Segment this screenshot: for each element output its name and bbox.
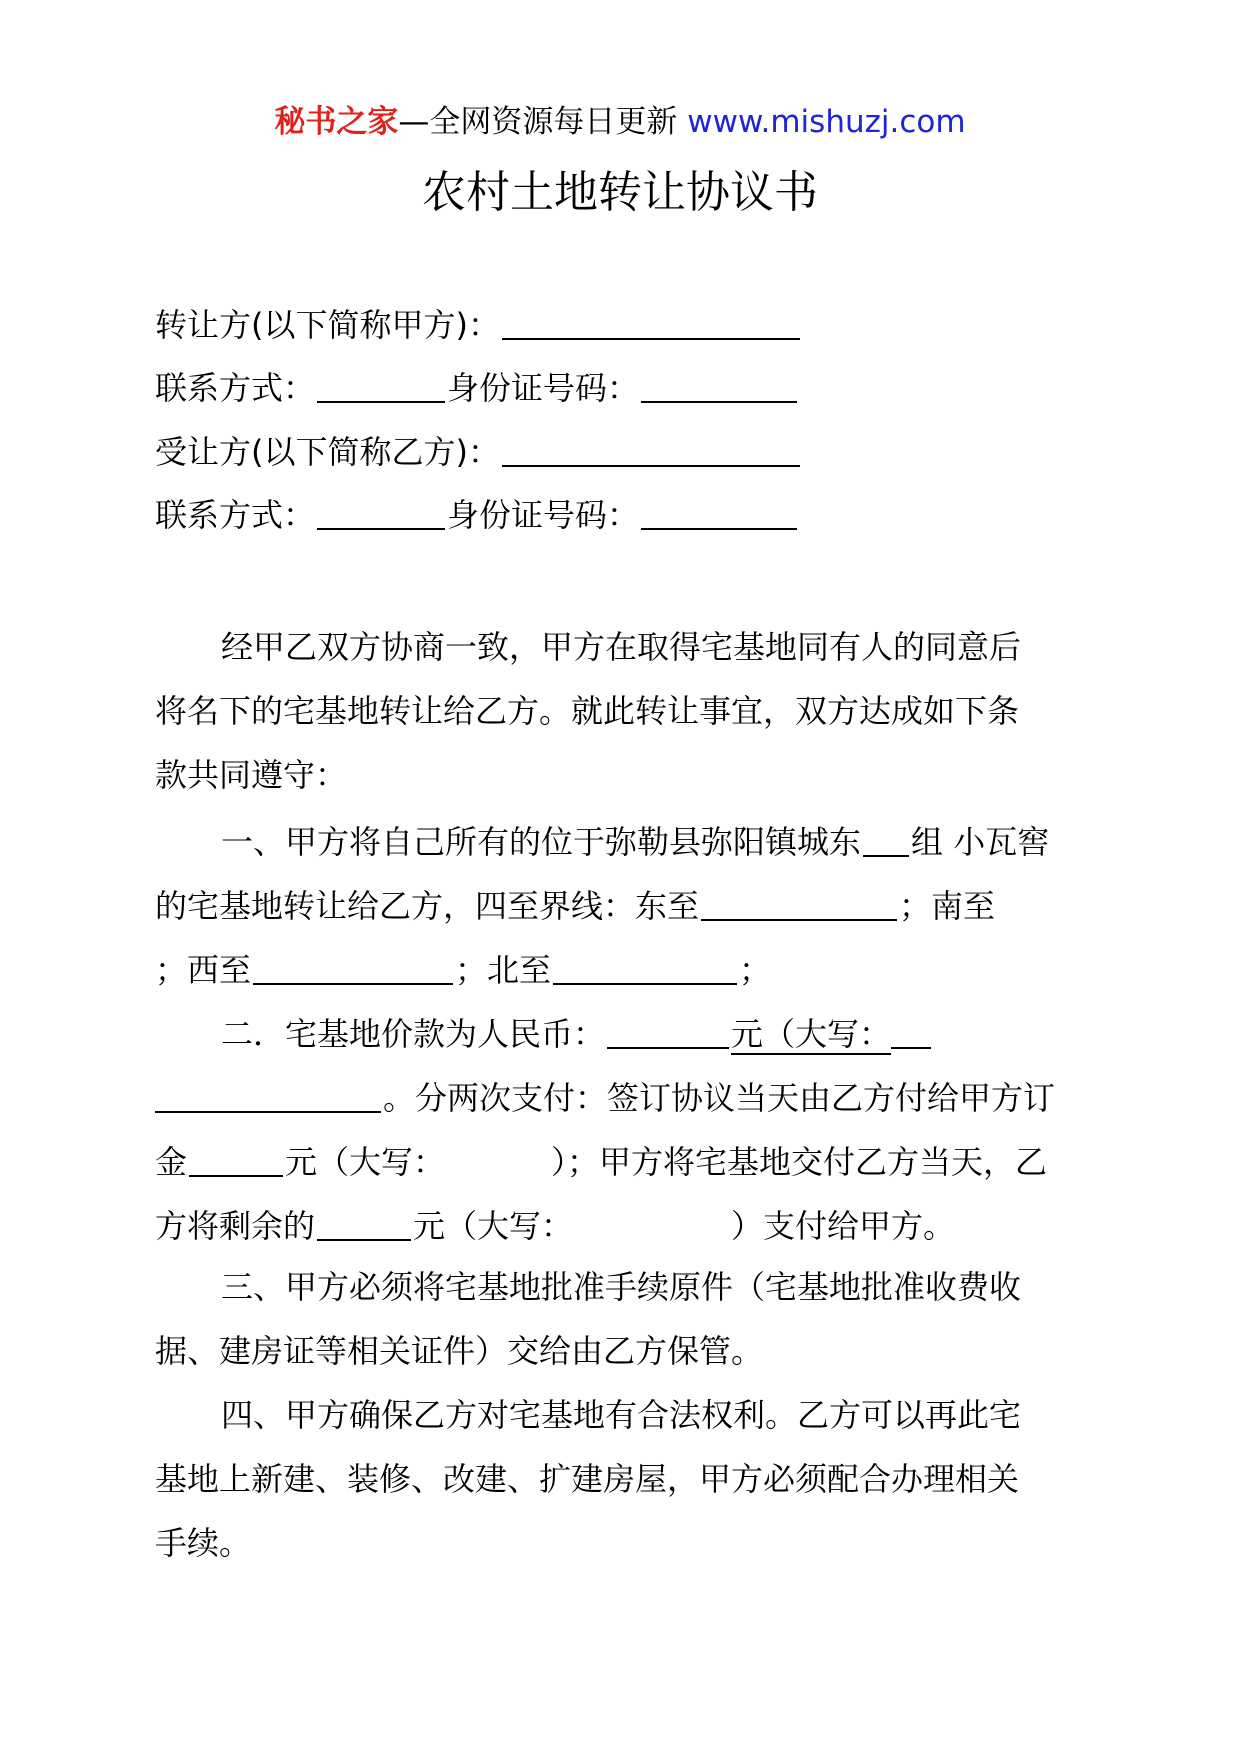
clause-1-text: 的宅基地转让给乙方，四至界线：东至: [155, 887, 700, 925]
transferee-line: [155, 427, 802, 474]
clause-1-text: 一、甲方将自己所有的位于弥勒县弥阳镇城东: [221, 823, 862, 861]
transferor-contact-line: [155, 363, 799, 410]
transferor-id-blank[interactable]: [641, 367, 797, 403]
clause-2-text: 。分两次支付：签订协议当天由乙方付给甲方订: [383, 1079, 1056, 1117]
clause-2-text: 金: [155, 1143, 188, 1181]
price-words-blank-cont[interactable]: [155, 1077, 381, 1113]
remaining-amount-blank[interactable]: [317, 1205, 411, 1241]
clause-2-line-3: [155, 1137, 1047, 1184]
clause-3-line-1: 三、甲方必须将宅基地批准手续原件（宅基地批准收费收: [221, 1268, 1022, 1306]
clause-2-line-2: [155, 1073, 1055, 1120]
clause-1-text: 组 小瓦窖: [911, 823, 1050, 861]
clause-2-text: 方将剩余的: [155, 1207, 316, 1245]
clause-1-line-1: [221, 817, 1049, 864]
brand-name: 秘书之家: [274, 104, 399, 140]
clause-4-line-2: 基地上新建、装修、改建、扩建房屋，甲方必须配合办理相关: [155, 1460, 1020, 1498]
transferee-name-blank[interactable]: [502, 431, 800, 467]
clause-3-line-2: 据、建房证等相关证件）交给由乙方保管。: [155, 1332, 764, 1370]
clause-1-line-3: [155, 945, 771, 992]
clause-2-text: 元（大写：: [731, 1015, 892, 1053]
clause-4-line-3: 手续。: [155, 1524, 252, 1562]
clause-1-text: ；西至: [155, 951, 252, 989]
transferee-label: 受让方(以下简称乙方)：: [155, 433, 500, 471]
intro-line-1: 经甲乙双方协商一致，甲方在取得宅基地同有人的同意后: [221, 628, 1022, 666]
clause-2-text: ）支付给甲方。: [731, 1207, 956, 1245]
clause-2-line-1: [221, 1009, 933, 1056]
clause-2-text: 元（大写：: [413, 1207, 574, 1245]
east-boundary-blank[interactable]: [701, 885, 897, 921]
site-header: [0, 100, 1240, 144]
intro-line-3: 款共同遵守：: [155, 756, 348, 794]
header-slogan: —全网资源每日更新: [398, 104, 688, 140]
north-boundary-blank[interactable]: [553, 949, 737, 985]
transferee-contact-blank[interactable]: [317, 494, 445, 530]
clause-1-text: ；: [739, 951, 772, 989]
clause-1-text: ；南至: [899, 887, 996, 925]
clause-2-text: 二．宅基地价款为人民币：: [221, 1015, 606, 1053]
clause-2-text: 元（大写：: [285, 1143, 446, 1181]
clause-1-text: ；北至: [455, 951, 552, 989]
contact-label: 联系方式：: [155, 496, 316, 534]
price-words-blank[interactable]: [891, 1013, 931, 1049]
deposit-amount-blank[interactable]: [189, 1141, 283, 1177]
clause-1-line-2: [155, 881, 995, 928]
clause-2-text: ）；甲方将宅基地交付乙方当天，乙: [551, 1143, 1048, 1181]
transferor-line: [155, 300, 802, 347]
group-number-blank[interactable]: [863, 821, 909, 857]
price-amount-blank[interactable]: [607, 1013, 729, 1049]
transferor-label: 转让方(以下简称甲方)：: [155, 306, 500, 344]
transferor-name-blank[interactable]: [502, 304, 800, 340]
intro-line-2: 将名下的宅基地转让给乙方。就此转让事宜，双方达成如下条: [155, 692, 1020, 730]
transferee-contact-line: [155, 490, 799, 537]
site-url-link[interactable]: www.mishuzj.com: [687, 104, 966, 140]
clause-2-line-4: [155, 1201, 955, 1248]
transferor-contact-blank[interactable]: [317, 367, 445, 403]
transferee-id-blank[interactable]: [641, 494, 797, 530]
id-label: 身份证号码：: [447, 496, 640, 534]
id-label: 身份证号码：: [447, 369, 640, 407]
clause-4-line-1: 四、甲方确保乙方对宅基地有合法权利。乙方可以再此宅: [221, 1396, 1022, 1434]
west-boundary-blank[interactable]: [253, 949, 453, 985]
document-title: 农村土地转让协议书: [422, 167, 818, 218]
contact-label: 联系方式：: [155, 369, 316, 407]
